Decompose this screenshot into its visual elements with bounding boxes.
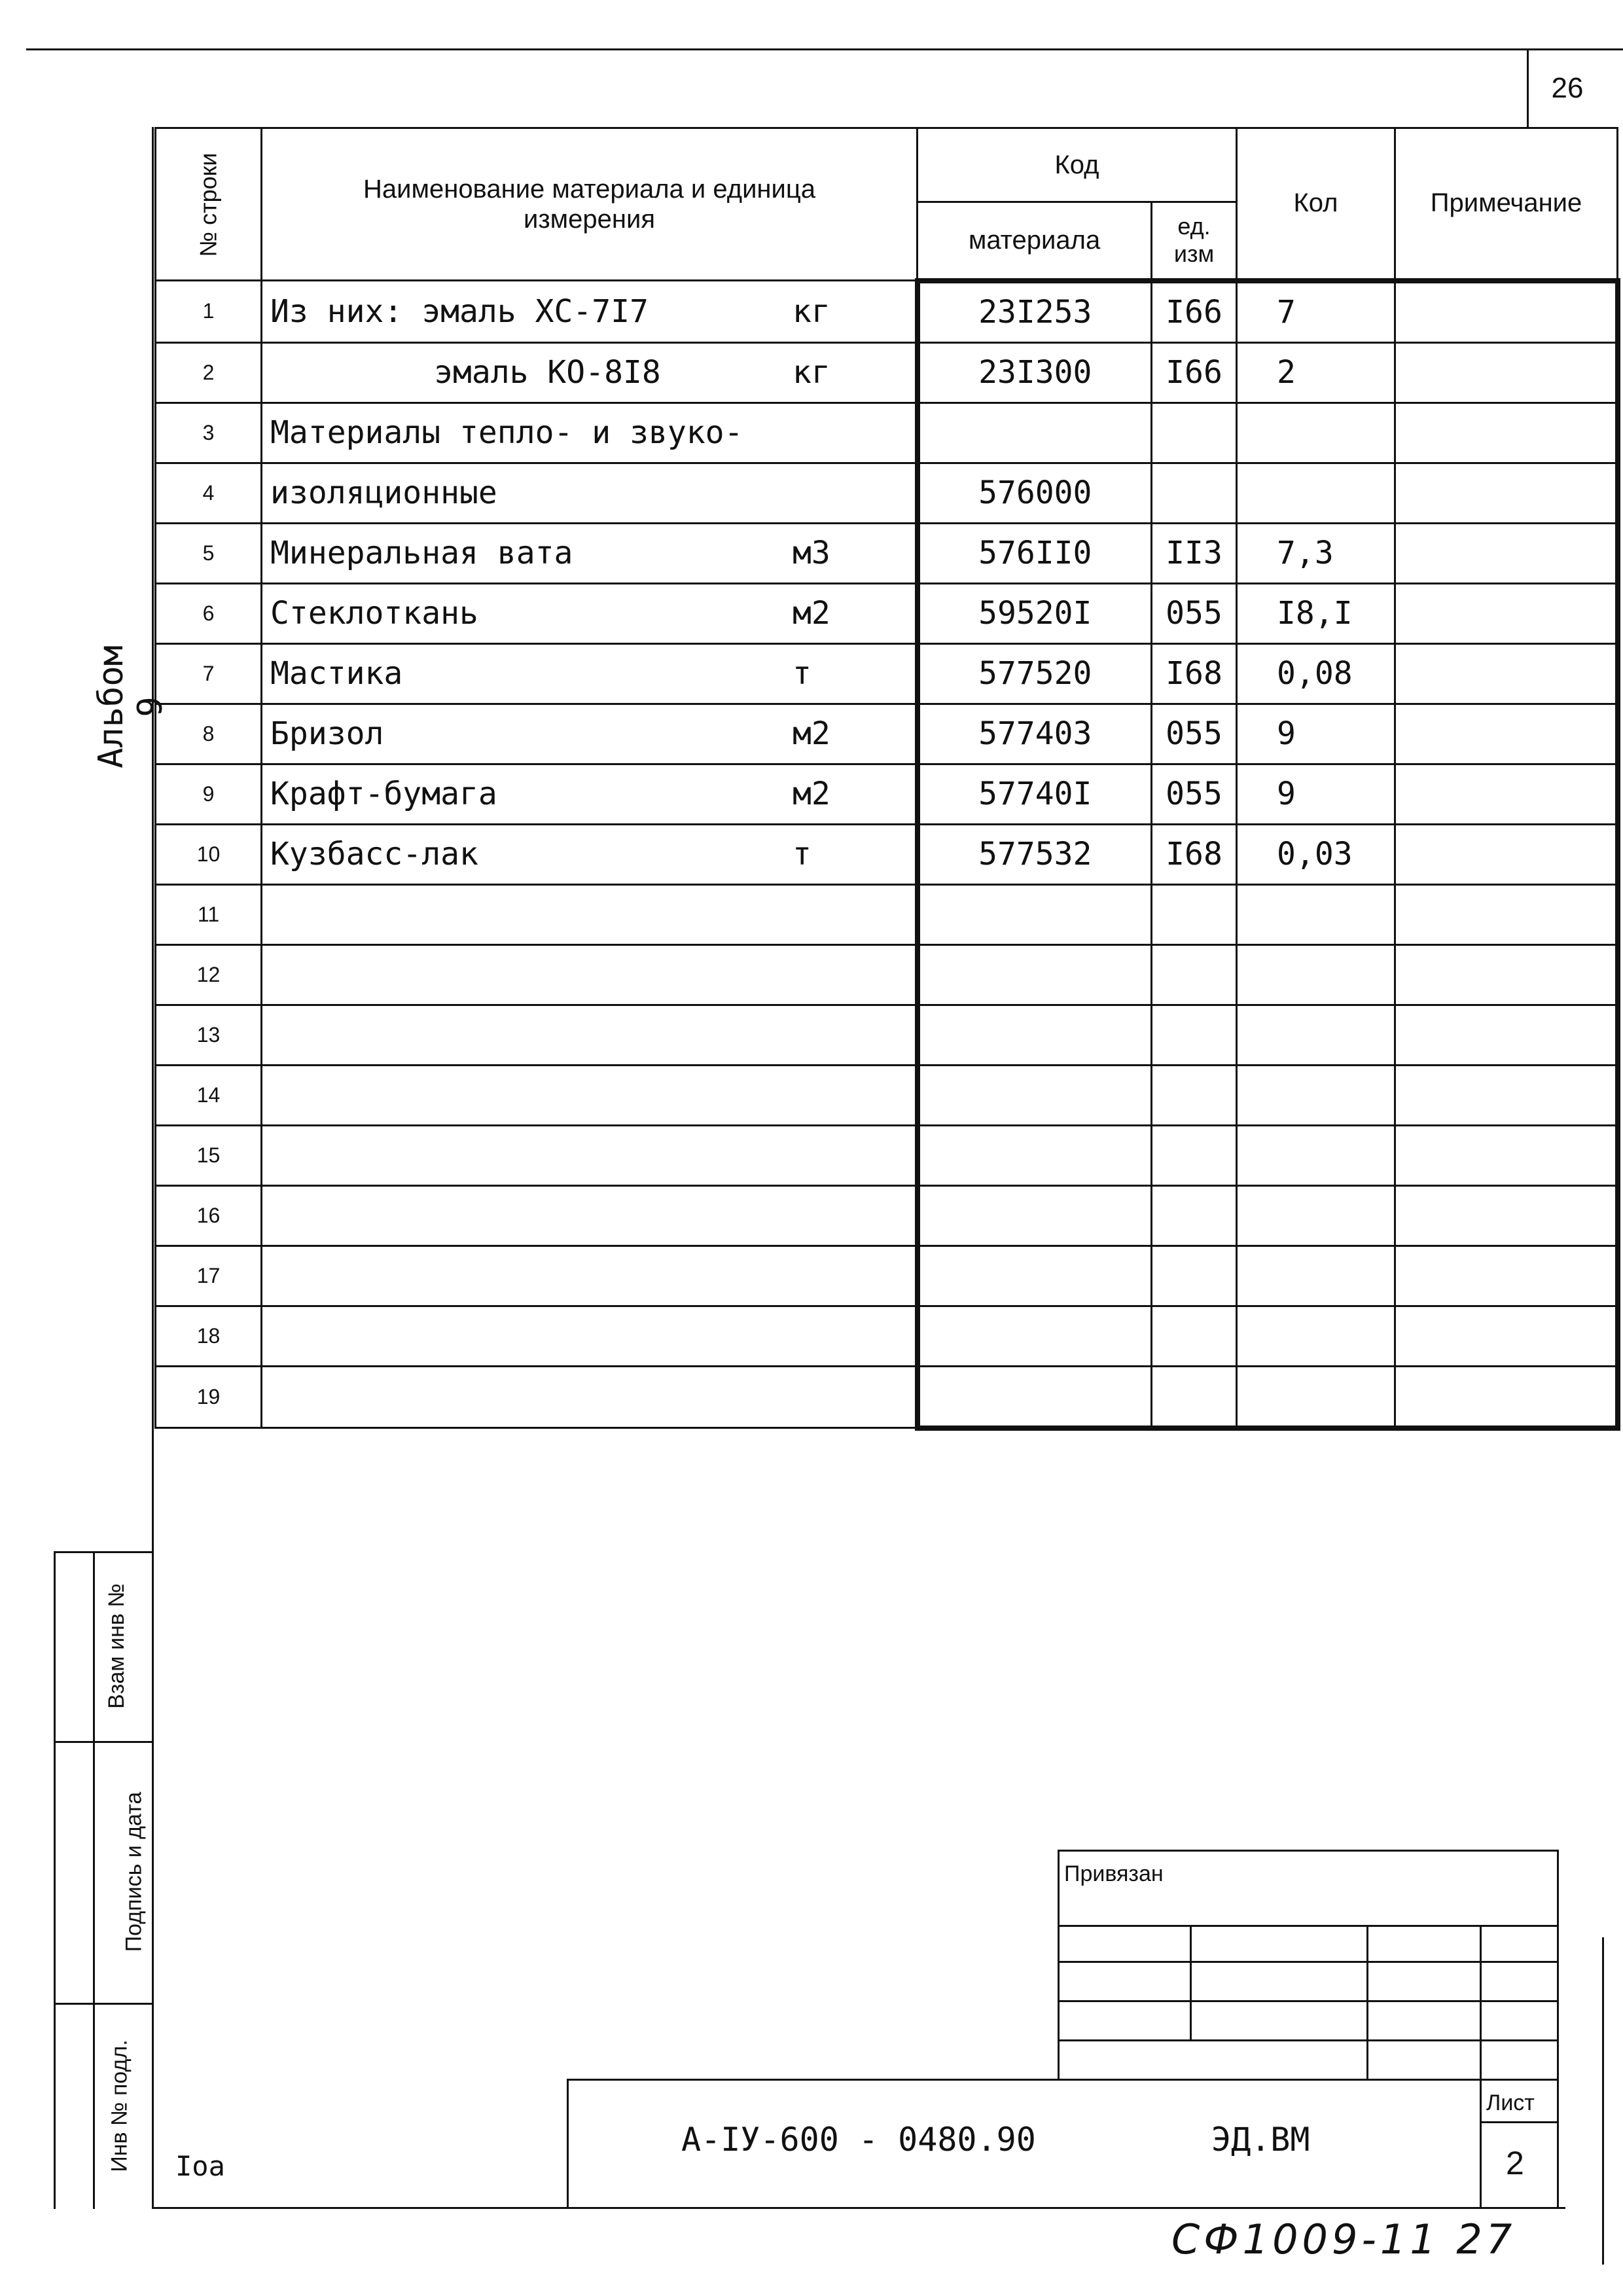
material-name-cell	[262, 583, 918, 643]
header-material-name: Наименование материала и единица измерения	[262, 128, 918, 281]
note	[1395, 824, 1618, 884]
material-name: эмаль КО-8I8	[434, 354, 661, 391]
material-code: 59520I	[918, 583, 1152, 643]
unit-code: I68	[1152, 643, 1237, 704]
material-name-cell	[262, 1246, 918, 1306]
material-name-cell	[262, 1005, 918, 1065]
row-number: 1	[156, 281, 262, 343]
privyazan-row2	[1058, 1961, 1559, 1963]
material-code	[918, 403, 1152, 463]
material-name-cell	[262, 1125, 918, 1185]
quantity: 9	[1237, 704, 1395, 764]
top-border	[26, 48, 1623, 50]
table-row	[156, 1005, 1618, 1065]
note	[1395, 1306, 1618, 1366]
material-code: 577520	[918, 643, 1152, 704]
unit-code	[1152, 403, 1237, 463]
quantity: 9	[1237, 764, 1395, 824]
material-unit: т	[793, 836, 812, 872]
handwritten-footer: СФ1009-11 27	[1171, 2215, 1516, 2263]
row-number: 5	[156, 523, 262, 583]
table-row	[156, 403, 1618, 463]
material-name-cell	[262, 342, 918, 403]
table-row	[156, 1366, 1618, 1428]
material-name-cell	[262, 1185, 918, 1246]
privyazan-top	[1058, 1850, 1559, 1852]
table-row	[156, 764, 1618, 824]
material-code	[918, 1246, 1152, 1306]
material-code	[918, 1125, 1152, 1185]
row-number: 19	[156, 1366, 262, 1428]
header-row-number: № строки	[156, 128, 262, 281]
unit-code: I66	[1152, 281, 1237, 343]
material-code	[918, 1366, 1152, 1428]
table-row	[156, 1065, 1618, 1125]
material-name-cell	[262, 764, 918, 824]
material-unit: м2	[793, 595, 830, 632]
quantity	[1237, 403, 1395, 463]
privyazan-row1	[1058, 1925, 1559, 1927]
material-name-cell	[262, 281, 918, 343]
material-code: 577403	[918, 704, 1152, 764]
document-code: А-IУ-600 - 0480.90	[681, 2121, 1036, 2159]
inv-original-label: Инв № подл.	[107, 2039, 132, 2172]
unit-code	[1152, 1065, 1237, 1125]
privyazan-row4	[1058, 2039, 1559, 2041]
row-number: 6	[156, 583, 262, 643]
unit-code	[1152, 463, 1237, 523]
table-row	[156, 1125, 1618, 1185]
header-code-unit: ед. изм	[1152, 202, 1237, 281]
privyazan-col2	[1366, 1925, 1368, 2079]
note	[1395, 643, 1618, 704]
row-number: 11	[156, 884, 262, 944]
quantity	[1237, 944, 1395, 1005]
sheet-label: Лист	[1486, 2090, 1535, 2115]
material-code	[918, 944, 1152, 1005]
material-name-cell	[262, 643, 918, 704]
note	[1395, 1125, 1618, 1185]
header-quantity: Кол	[1237, 128, 1395, 281]
quantity: 0,08	[1237, 643, 1395, 704]
material-name-cell	[262, 944, 918, 1005]
row-number: 17	[156, 1246, 262, 1306]
privyazan-right	[1557, 1850, 1559, 2209]
material-unit: м2	[793, 715, 830, 752]
quantity: 7	[1237, 281, 1395, 343]
table-row	[156, 281, 1618, 343]
material-name-cell	[262, 884, 918, 944]
material-name: Из них: эмаль ХС-7I7	[270, 293, 649, 330]
material-name: изоляционные	[270, 475, 497, 511]
privyazan-left	[1058, 1850, 1060, 2079]
material-code: 576000	[918, 463, 1152, 523]
title-row-left	[567, 2079, 569, 2209]
privyazan-label: Привязан	[1064, 1861, 1164, 1886]
frame-right-border	[1602, 1937, 1604, 2265]
side-stamp	[54, 1551, 152, 2209]
material-unit: кг	[793, 293, 830, 330]
unit-code	[1152, 1306, 1237, 1366]
row-number: 9	[156, 764, 262, 824]
material-code: 57740I	[918, 764, 1152, 824]
quantity: 7,3	[1237, 523, 1395, 583]
row-number: 18	[156, 1306, 262, 1366]
note	[1395, 1185, 1618, 1246]
document-type: ЭД.ВМ	[1211, 2121, 1310, 2159]
material-code	[918, 1005, 1152, 1065]
quantity	[1237, 463, 1395, 523]
note	[1395, 1246, 1618, 1306]
unit-code: I68	[1152, 824, 1237, 884]
quantity: I8,I	[1237, 583, 1395, 643]
material-name: Бризол	[270, 715, 384, 752]
table-row	[156, 944, 1618, 1005]
material-unit: кг	[793, 354, 830, 391]
note	[1395, 1005, 1618, 1065]
material-name: Стеклоткань	[270, 595, 478, 632]
quantity	[1237, 1306, 1395, 1366]
unit-code	[1152, 884, 1237, 944]
table-row	[156, 824, 1618, 884]
material-name-cell	[262, 704, 918, 764]
row-number: 14	[156, 1065, 262, 1125]
material-code: 23I253	[918, 281, 1152, 343]
quantity: 2	[1237, 342, 1395, 403]
table-row	[156, 704, 1618, 764]
sheet-number: 26	[1551, 72, 1584, 104]
privyazan-col1	[1190, 1925, 1192, 2039]
material-code: 577532	[918, 824, 1152, 884]
material-unit: м2	[793, 776, 830, 812]
unit-code: I66	[1152, 342, 1237, 403]
sheet-label-divider	[1480, 2121, 1559, 2123]
signature-date-label: Подпись и дата	[121, 1791, 147, 1952]
row-number: 2	[156, 342, 262, 403]
materials-table	[154, 127, 1620, 1431]
note	[1395, 463, 1618, 523]
note	[1395, 884, 1618, 944]
vzam-inv-label: Взам инв №	[103, 1583, 129, 1709]
table-row	[156, 523, 1618, 583]
row-number: 16	[156, 1185, 262, 1246]
note	[1395, 764, 1618, 824]
unit-code	[1152, 1125, 1237, 1185]
material-unit: м3	[793, 535, 830, 571]
quantity	[1237, 1065, 1395, 1125]
material-name-cell	[262, 463, 918, 523]
quantity	[1237, 1185, 1395, 1246]
table-row	[156, 643, 1618, 704]
quantity	[1237, 884, 1395, 944]
header-note: Примечание	[1395, 128, 1618, 281]
row-number: 8	[156, 704, 262, 764]
material-name-cell	[262, 523, 918, 583]
material-code	[918, 1185, 1152, 1246]
table-row	[156, 1246, 1618, 1306]
material-code	[918, 1065, 1152, 1125]
row-number: 10	[156, 824, 262, 884]
unit-code: 055	[1152, 764, 1237, 824]
material-unit: т	[793, 655, 812, 692]
quantity: 0,03	[1237, 824, 1395, 884]
table-row	[156, 1185, 1618, 1246]
quantity	[1237, 1366, 1395, 1428]
row-number: 7	[156, 643, 262, 704]
table-row	[156, 342, 1618, 403]
unit-code	[1152, 1185, 1237, 1246]
material-name-cell	[262, 1366, 918, 1428]
header-code-material: материала	[918, 202, 1152, 281]
row-number: 3	[156, 403, 262, 463]
sheet-number-divider	[1527, 48, 1529, 127]
material-name-cell	[262, 1306, 918, 1366]
note	[1395, 342, 1618, 403]
note	[1395, 583, 1618, 643]
quantity	[1237, 1005, 1395, 1065]
note	[1395, 281, 1618, 343]
material-name-cell	[262, 403, 918, 463]
note	[1395, 523, 1618, 583]
note	[1395, 1366, 1618, 1428]
material-name: Кузбасс-лак	[270, 836, 478, 872]
material-name: Мастика	[270, 655, 403, 692]
unit-code: 055	[1152, 704, 1237, 764]
header-code: Код	[918, 128, 1237, 202]
quantity	[1237, 1246, 1395, 1306]
row-number: 12	[156, 944, 262, 1005]
unit-code	[1152, 1246, 1237, 1306]
material-name: Крафт-бумага	[270, 776, 497, 812]
sheet-value: 2	[1506, 2145, 1524, 2181]
quantity	[1237, 1125, 1395, 1185]
table-row	[156, 583, 1618, 643]
material-name: Материалы тепло- и звуко-	[270, 414, 743, 451]
unit-code	[1152, 1366, 1237, 1428]
table-row	[156, 1306, 1618, 1366]
material-code: 23I300	[918, 342, 1152, 403]
material-code	[918, 884, 1152, 944]
album-label: Альбом 9	[92, 645, 170, 768]
privyazan-row3	[1058, 2000, 1559, 2002]
material-name-cell	[262, 824, 918, 884]
material-code	[918, 1306, 1152, 1366]
material-name: Минеральная вата	[270, 535, 573, 571]
format-label: Ioa	[175, 2150, 225, 2182]
material-code: 576II0	[918, 523, 1152, 583]
unit-code: 055	[1152, 583, 1237, 643]
privyazan-col3	[1480, 1925, 1482, 2209]
row-number: 4	[156, 463, 262, 523]
title-block	[567, 1850, 1559, 2209]
title-row-top	[567, 2079, 1559, 2081]
unit-code	[1152, 1005, 1237, 1065]
note	[1395, 1065, 1618, 1125]
row-number: 15	[156, 1125, 262, 1185]
unit-code: II3	[1152, 523, 1237, 583]
unit-code	[1152, 944, 1237, 1005]
table-row	[156, 463, 1618, 523]
row-number: 13	[156, 1005, 262, 1065]
note	[1395, 704, 1618, 764]
note	[1395, 403, 1618, 463]
material-name-cell	[262, 1065, 918, 1125]
note	[1395, 944, 1618, 1005]
table-row	[156, 884, 1618, 944]
